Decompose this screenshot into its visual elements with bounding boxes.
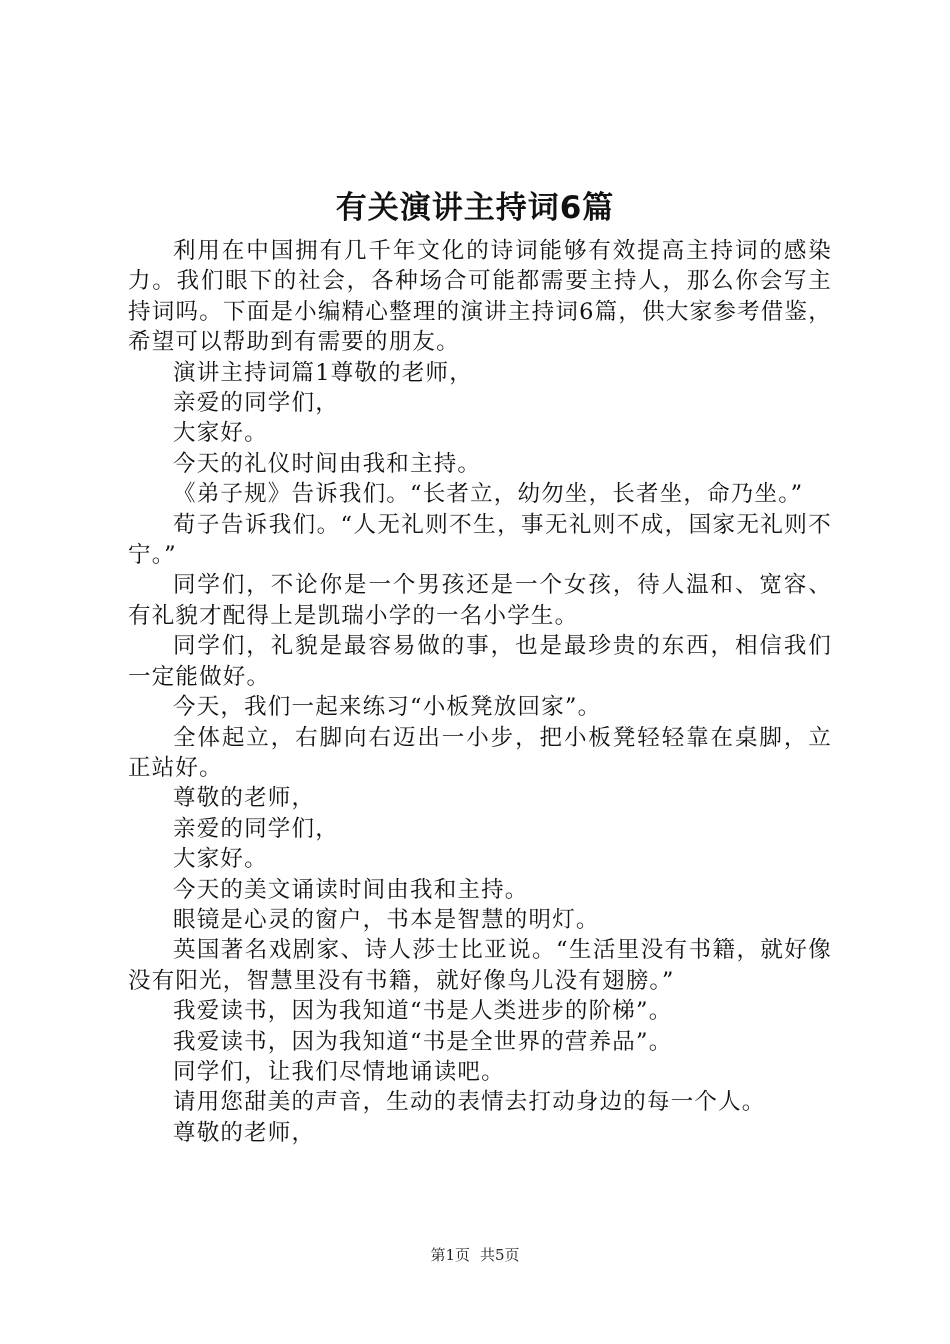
paragraph: 同学们，礼貌是最容易做的事，也是最珍贵的东西，相信我们一定能做好。: [128, 633, 832, 690]
paragraph: 尊敬的老师，: [173, 785, 316, 812]
paragraph: 尊敬的老师，: [173, 1119, 316, 1146]
page-footer: [0, 1244, 950, 1266]
paragraph: 亲爱的同学们，: [173, 815, 339, 842]
paragraph: 亲爱的同学们，: [173, 390, 339, 417]
paragraph: 利用在中国拥有几千年文化的诗词能够有效提高主持词的感染力。我们眼下的社会，各种场合可能都需要主持人，那么你会写主持词吗。下面是小编精心整理的演讲主持词6篇，供大家参考借鉴，希望可以帮助到有需要的朋友。: [128, 238, 832, 356]
paragraph: 我爱读书，因为我知道“书是全世界的营养品”。: [173, 1028, 673, 1055]
document-body: [128, 236, 832, 1148]
paragraph: 演讲主持词篇1尊敬的老师，: [173, 359, 473, 386]
paragraph: 大家好。: [173, 420, 268, 447]
document-title: 有关演讲主持词6篇: [335, 190, 615, 226]
paragraph: 全体起立，右脚向右迈出一小步，把小板凳轻轻靠在桌脚，立正站好。: [128, 724, 832, 781]
page-total: 共5页: [480, 1246, 520, 1264]
page-number: 第1页: [430, 1246, 470, 1264]
paragraph: 今天的礼仪时间由我和主持。: [173, 450, 482, 477]
paragraph: 请用您甜美的声音，生动的表情去打动身边的每一个人。: [173, 1089, 766, 1116]
paragraph: 英国著名戏剧家、诗人莎士比亚说。“生活里没有书籍，就好像没有阳光，智慧里没有书籍，就好像鸟儿没有翅膀。”: [128, 937, 832, 994]
paragraph: 我爱读书，因为我知道“书是人类进步的阶梯”。: [173, 998, 673, 1025]
paragraph: 今天，我们一起来练习“小板凳放回家”。: [173, 694, 602, 721]
paragraph: 今天的美文诵读时间由我和主持。: [173, 876, 529, 903]
paragraph: 《弟子规》告诉我们。“长者立，幼勿坐，长者坐，命乃坐。”: [173, 481, 804, 508]
paragraph: 眼镜是心灵的窗户，书本是智慧的明灯。: [173, 906, 600, 933]
paragraph: 大家好。: [173, 846, 268, 873]
paragraph: 荀子告诉我们。“人无礼则不生，事无礼则不成，国家无礼则不宁。”: [128, 511, 832, 569]
paragraph: 同学们，让我们尽情地诵读吧。: [173, 1058, 505, 1085]
paragraph: 同学们，不论你是一个男孩还是一个女孩，待人温和、宽容、有礼貌才配得上是凯瑞小学的一名小学生。: [128, 572, 832, 629]
